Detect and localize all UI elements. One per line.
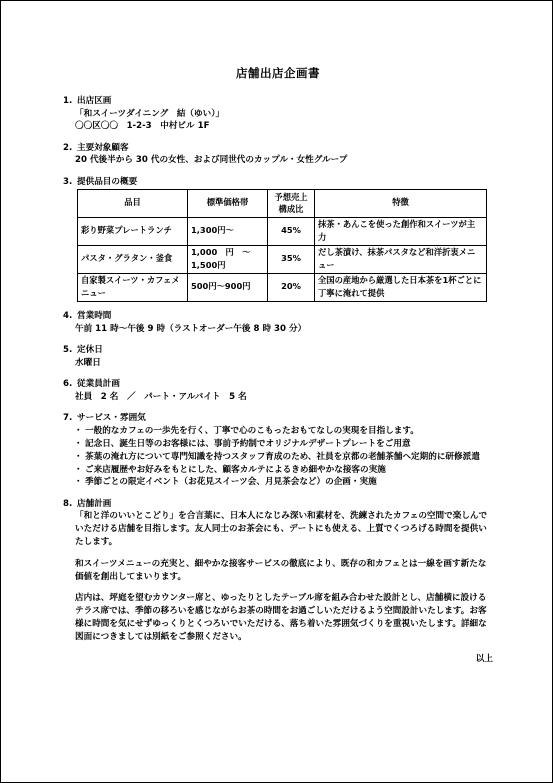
table-header: 品目	[78, 189, 188, 217]
section-title: 出店区画	[77, 95, 112, 106]
section-staff	[63, 378, 493, 404]
table-row	[78, 245, 487, 273]
items-table	[77, 189, 487, 302]
table-cell: 1,000 円 ～1,500円	[188, 245, 268, 273]
section-number: 1.	[63, 95, 73, 106]
list-item	[74, 438, 493, 451]
table-cell: 彩り野菜プレートランチ	[78, 217, 188, 245]
service-list	[63, 425, 493, 489]
section-title: 提供品目の概要	[77, 176, 138, 187]
section-number: 2.	[63, 142, 73, 153]
list-item	[74, 425, 493, 438]
list-item	[74, 451, 493, 464]
table-header: 予想売上 構成比	[268, 189, 315, 217]
section-number: 8.	[63, 498, 73, 509]
section-text: 20 代後半から 30 代の女性、および同世代のカップル・女性グループ	[75, 155, 348, 166]
section-title: サービス・雰囲気	[77, 413, 146, 424]
section-title: 定休日	[77, 345, 103, 356]
section-service	[63, 412, 493, 489]
table-cell: 1,300円～	[188, 217, 268, 245]
table-cell: 全国の産地から厳選した日本茶を1杯ごとに丁寧に淹れて提供	[315, 273, 487, 301]
store-name: 「和スイーツダイニング 結（ゆい）」	[75, 108, 225, 119]
table-row	[78, 217, 487, 245]
page-title: 店舗出店企画書	[236, 66, 320, 80]
section-text: 水曜日	[75, 357, 101, 368]
section-text: 午前 11 時～午後 9 時（ラストオーダー午後 8 時 30 分）	[75, 323, 307, 334]
section-text: 社員 2 名 ／ パート・アルバイト 5 名	[75, 392, 247, 403]
section-store-plan	[63, 498, 493, 644]
list-item-text: 記念日、誕生日等のお客様には、事前予約制でオリジナルデザートプレートをご用意	[85, 438, 411, 449]
section-heading	[63, 310, 493, 323]
list-item-text: 一般的なカフェの一歩先を行く、丁寧で心のこもったおもてなしの実現を目指します。	[85, 426, 419, 437]
section-number: 6.	[63, 379, 73, 390]
section-heading	[63, 498, 493, 511]
paragraph: 「和と洋のいいとこどり」を合言葉に、日本人になじみ深い和素材を、洗練されたカフェの空間で楽しんでいただける店舗を目指します。友人同士のお茶会にも、デートにも使える、上質でくつろげる時間を提供いたします。	[75, 511, 488, 548]
bullet: ・	[74, 477, 83, 488]
table-header-row	[78, 189, 487, 217]
section-location	[63, 95, 493, 133]
section-holiday	[63, 344, 493, 370]
section-title: 店舗計画	[77, 498, 112, 509]
list-item	[74, 464, 493, 477]
section-heading	[63, 344, 493, 357]
section-heading	[63, 95, 493, 108]
bullet: ・	[74, 464, 83, 475]
section-heading	[63, 412, 493, 425]
section-heading	[63, 142, 493, 155]
paragraph: 和スイーツメニューの充実と、細やかな接客サービスの徹底により、既存の和カフェとは一線を画す新たな価値を創出してまいります。	[75, 558, 487, 582]
document-body	[63, 67, 493, 665]
section-number: 7.	[63, 413, 73, 424]
list-item-text: 季節ごとの限定イベント（お花見スイーツ会、月見茶会など）の企画・実施	[85, 477, 377, 488]
table-cell: 自家製スイーツ・カフェメニュー	[78, 273, 188, 301]
table-cell: 45%	[268, 217, 315, 245]
section-number: 3.	[63, 176, 73, 187]
closing-text: 以上	[475, 653, 493, 664]
table-cell: 20%	[268, 273, 315, 301]
table-header: 標準価格帯	[188, 189, 268, 217]
store-address: 〇〇区〇〇 1-2-3 中村ビル 1F	[75, 121, 210, 132]
bullet: ・	[74, 451, 83, 462]
table-cell: 抹茶・あんこを使った創作和スイーツが主力	[315, 217, 487, 245]
section-target	[63, 142, 493, 168]
section-items	[63, 176, 493, 302]
table-cell: 500円～900円	[188, 273, 268, 301]
list-item-text: 茶葉の淹れ方について専門知識を持つスタッフ育成のため、社員を京都の老舗茶舗へ定期的に研修派遣	[85, 451, 480, 462]
bullet: ・	[74, 426, 83, 437]
section-title: 営業時間	[77, 311, 112, 322]
list-item	[74, 476, 493, 489]
section-number: 5.	[63, 345, 73, 356]
paragraph: 店内は、坪庭を望むカウンター席と、ゆったりとしたテーブル席を組み合わせた設計とし、店舗横に設けるテラス席では、季節の移ろいを感じながらお茶の時間をお過ごしいただけるよう空間設計いたします。お客様に時間を気にせずゆっくりとくつろいでいただける、落ち着いた雰囲気づくりを重視いたします。詳細な図面につきましては別紙をご参照ください。	[75, 593, 487, 642]
section-title: 主要対象顧客	[77, 142, 129, 153]
section-title: 従業員計画	[77, 379, 120, 390]
section-number: 4.	[63, 311, 73, 322]
section-hours	[63, 310, 493, 336]
section-heading	[63, 176, 493, 189]
section-heading	[63, 378, 493, 391]
table-cell: パスタ・グラタン・釜食	[78, 245, 188, 273]
bullet: ・	[74, 438, 83, 449]
table-header: 特徴	[315, 189, 487, 217]
table-cell: だし茶漬け、抹茶パスタなど和洋折衷メニュー	[315, 245, 487, 273]
list-item-text: ご来店履歴やお好みをもとにした、顧客カルテによるきめ細やかな接客の実施	[85, 464, 386, 475]
table-cell: 35%	[268, 245, 315, 273]
table-row	[78, 273, 487, 301]
